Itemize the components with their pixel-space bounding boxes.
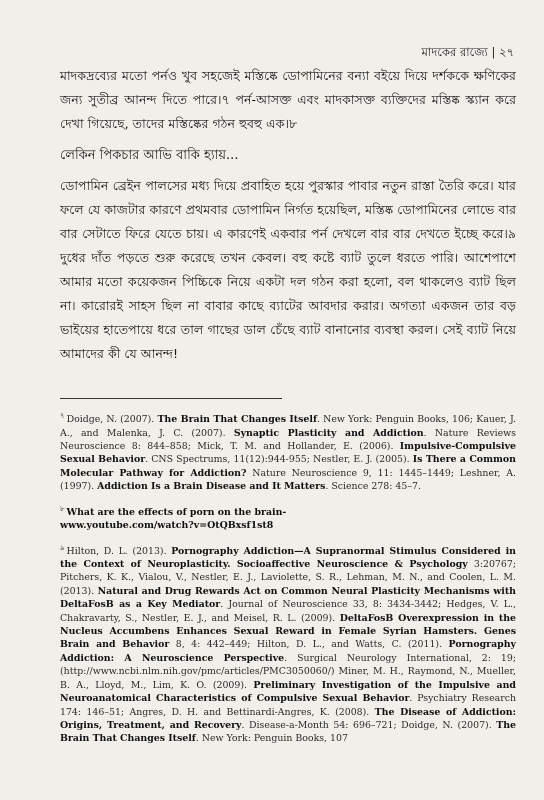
running-head: মাদকের রাজ্যে | ২৭ xyxy=(421,45,514,59)
footnote-mark: ৮ xyxy=(60,504,65,513)
footnote-text: Nature Neuroscience 9, 11: 1445–1449; Leshner, A. (1997). xyxy=(60,467,516,493)
footnote-text: . Disease-a-Month 54: 696–721; Doidge, N. (2007). xyxy=(241,719,497,731)
footnote-text: . CNS Spectrums, 11(12):944-955; Nestler, E. J. (2005). xyxy=(145,454,413,466)
footnote-text: . Psychiatry Research 174: 146–51; Angres, D. H. and Bettinardi-Angres, K. (2008). xyxy=(60,693,516,718)
footnote-title: DeltaFosB Overexpression in the Nucleus Accumbens Enhances Sexual Reward in Female Syrian Hamsters. Genes Brain and Behavior xyxy=(60,612,516,651)
footnote-text: . Surgical Neurology International, 2: 19; (http://www.ncbi.nlm.nih.gov/pmc/articles/PMC3050060/) Miner, M. H., Raymond, N., Mueller, B. A., Lloyd, M., Lim, K. O. (2009). xyxy=(60,652,516,691)
footnote-text: . Journal of Neuroscience 33, 8: 3434-3442; Hedges, V. L., Chakravarty, S., Nestler, E. J., and Meisel, R. L. (2009). xyxy=(60,599,516,624)
footnote-title: Addiction Is a Brain Disease and It Matters xyxy=(97,481,326,493)
footnotes xyxy=(60,410,516,755)
footnote-title: Natural and Drug Rewards Act on Common Neural Plasticity Mechanisms with DeltaFosB as a Key Mediator xyxy=(60,585,516,611)
body-text xyxy=(60,64,516,374)
footnote-text: . Science 278: 45–7. xyxy=(325,481,421,493)
footnote-text: Hilton, D. L. (2013). xyxy=(66,545,172,557)
footnote-text: . New York: Penguin Books, 107 xyxy=(195,733,348,745)
footnote-text: 3:20767; Pitchers, K. K., Vialou, V., Nestler, E. J., Laviolette, S. R., Lehman, M. N., and Coolen, L. M. (2013). xyxy=(60,559,516,597)
paragraph-1: মাদকদ্রব্যের মতো পর্নও খুব সহজেই মস্তিষ্কে ডোপামিনের বন্যা বইয়ে দিয়ে দর্শককে ক্ষণিকের জন্য সুতীব্র আনন্দ দিতে পারে।৭ পর্ন-আসক্ত এবং মাদকাসক্ত ব্যক্তিদের মস্তিষ্ক স্ক্যান করে দেখা গিয়েছে, তাদের মস্তিষ্কের গঠন হুবহু এক।৮ xyxy=(60,68,516,131)
footnote-title: The Brain That Changes Itself xyxy=(157,414,317,426)
footnote-8 xyxy=(60,503,516,533)
footnote-text: Doidge, N. (2007). xyxy=(66,414,158,426)
footnote-title: What are the effects of porn on the brain- xyxy=(66,506,287,518)
footnote-title: Pornography Addiction—A Supranormal Stimulus Considered in the Context of Neuroplasticity. Socioaffective Neuroscience & Psychology xyxy=(60,545,516,571)
footnote-title: Preliminary Investigation of the Impulsive and Neuroanatomical Characteristics of Compulsive Sexual Behavior xyxy=(60,679,516,705)
footnote-text: . Nature Reviews Neuroscience 8: 844–858; Mick, T. M. and Hollander, E. (2006). xyxy=(60,427,516,452)
subheading: লেকিন পিকচার আভি বাকি হ্যায়... xyxy=(60,148,239,163)
footnote-divider xyxy=(60,398,282,399)
footnote-title: Is There a Common Molecular Pathway for Addiction? xyxy=(60,454,516,479)
footnote-9 xyxy=(60,542,516,746)
footnote-mark: ৭ xyxy=(60,412,65,420)
paragraph-2: ডোপামিন ব্রেইন পালসের মধ্য দিয়ে প্রবাহিত হয়ে পুরস্কার পাবার নতুন রাস্তা তৈরি করে। যার ফলে যে কাজটার কারণে প্রথমবার ডোপামিন নির্গত হয়েছিল, মস্তিষ্ক ডোপামিনের লোভে বার বার সেটাতে ফিরে যেতে চায়। এ কারণেই একবার পর্ন দেখলে বার বার দেখতে ইচ্ছে করে।৯ দুধের দাঁত পড়তে শুরু করেছে তখন কেবল। বহু কষ্টে ব্যাট তুলে ধরতে পারি। আশেপাশে আমার মতো কয়েকজন পিচ্চিকে নিয়ে একটা দল গঠন করা হলো, বল থাকলেও ব্যাট ছিল না। কারোরই সাহস ছিল না বাবার কাছে ব্যাটের আবদার করার। অগত্যা একজন তার বড় ভাইয়ের হাতেপায়ে ধরে তাল গাছের ডাল চেঁছে ব্যাট বানানোর ব্যবস্থা করল। সেই ব্যাট নিয়ে আমাদের কী যে আনন্দ! xyxy=(60,178,516,361)
footnote-7 xyxy=(60,410,516,494)
footnote-text: 8, 4: 442–449; Hilton, D. L., and Watts, C. (2011). xyxy=(169,639,449,651)
footnote-mark: ৯ xyxy=(60,543,65,552)
footnote-text: . New York: Penguin Books, 106; Kauer, J. A., and Malenka, J. C. (2007). xyxy=(60,414,516,439)
footnote-title: Pornography Addiction: A Neuroscience Perspective xyxy=(60,639,516,664)
footnote-title: Synaptic Plasticity and Addiction xyxy=(233,427,424,439)
footnote-title: Impulsive-Compulsive Sexual Behavior xyxy=(60,440,516,466)
video-link[interactable]: www.youtube.com/watch?v=OtQBxsf1st8 xyxy=(60,520,274,532)
footnote-title: The Brain That Changes Itself xyxy=(60,719,516,745)
footnote-title: The Disease of Addiction: Origins, Treatment, and Recovery xyxy=(60,706,516,731)
